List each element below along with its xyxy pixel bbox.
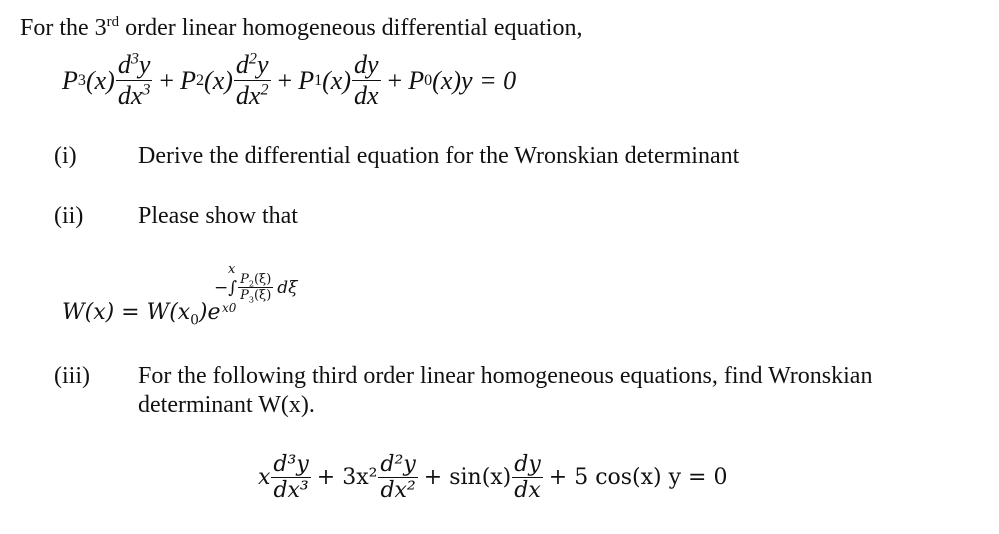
part-iii-line2: determinant W(x). (138, 392, 315, 418)
exponent-fraction (238, 272, 273, 303)
main-equation: P 3 (x) $\frac{d^3y}{dx^3}$ + P 2 (x) $\frac{d^2y}{dx^2}$ + P 1 (x) $\frac{dy}{dx}$ + P 0 (x)y = 0 (62, 50, 517, 110)
num-d: d (235, 50, 249, 79)
coef-p1: P (298, 65, 315, 95)
p-den-arg: (ξ) (253, 288, 272, 303)
plus-sign: + (159, 65, 175, 95)
num-d2y: d²y (380, 452, 416, 477)
x0-sub: 0 (190, 312, 199, 329)
intro-sentence (20, 14, 582, 42)
den-dx: dx (354, 81, 379, 110)
fraction-d3y-dx3 (271, 452, 310, 503)
den-pow: 3 (142, 81, 151, 99)
den-dx: dx (514, 478, 541, 503)
p-den: P (240, 288, 249, 303)
exponent-integral (214, 272, 298, 303)
fraction-d2y-dx2 (378, 452, 417, 503)
integral-lower-limit: x0 (222, 301, 237, 315)
p-num-arg: (ξ) (253, 272, 272, 287)
p-den-sub: 3 (248, 295, 254, 305)
part-iii-line1: For the following third order linear homogeneous equations, find Wronskian (138, 363, 873, 389)
w-lhs-end: )e (198, 300, 221, 325)
term-sinx: + sin(x) (423, 465, 512, 490)
part-ii-text: Please show that (138, 203, 298, 229)
coef-p2: P (180, 65, 196, 95)
coef-p0: P (408, 65, 425, 95)
part-ii-label: (ii) (54, 203, 84, 229)
part-iii-equation (258, 452, 727, 503)
part-iii-label: (iii) (54, 363, 90, 389)
intro-ordinal: rd (106, 14, 120, 30)
p-num-sub: 2 (248, 279, 254, 289)
arg-x: (x) (322, 65, 351, 95)
fraction-dy-dx (352, 50, 381, 111)
num-pow: 3 (130, 50, 139, 68)
coef-x: x (258, 465, 271, 490)
part-i-text: Derive the differential equation for the Wronskian determinant (138, 143, 740, 169)
num-pow: 2 (248, 50, 257, 68)
den-dx3: dx³ (273, 478, 309, 503)
p-num: P (240, 272, 249, 287)
fraction-d3y-dx3 (116, 50, 153, 111)
den-pow: 2 (260, 81, 269, 99)
num-d: d (117, 50, 131, 79)
part-i-label: (i) (54, 143, 77, 169)
den-dx: dx (235, 81, 261, 110)
integral-upper-limit: x (228, 262, 236, 277)
d-xi: dξ (277, 277, 298, 298)
term-3x2: + 3x² (316, 465, 378, 490)
num-dy: dy (514, 452, 541, 477)
arg-x: (x) (204, 65, 233, 95)
wronskian-lhs (62, 300, 221, 329)
minus-integral-sign: −∫ (214, 277, 238, 298)
plus-sign: + (277, 65, 293, 95)
den-dx: dx (117, 81, 143, 110)
den-dx2: dx² (380, 478, 416, 503)
num-y: y (256, 50, 269, 79)
w-lhs: W(x) = W(x (62, 300, 191, 325)
arg-x-y-equals-zero: (x)y = 0 (432, 65, 517, 95)
coef-p3: P (62, 65, 78, 95)
plus-sign: + (387, 65, 403, 95)
fraction-dy-dx (512, 452, 543, 503)
term-5cosx-y-zero: + 5 cos(x) y = 0 (548, 465, 728, 490)
fraction-d2y-dx2 (234, 50, 271, 111)
arg-x: (x) (85, 65, 115, 95)
intro-prefix: For the 3 (20, 15, 107, 41)
intro-suffix: order linear homogeneous differential equation, (119, 15, 583, 41)
num-y: y (138, 50, 151, 79)
num-dy: dy (354, 50, 379, 79)
num-d3y: d³y (273, 452, 309, 477)
